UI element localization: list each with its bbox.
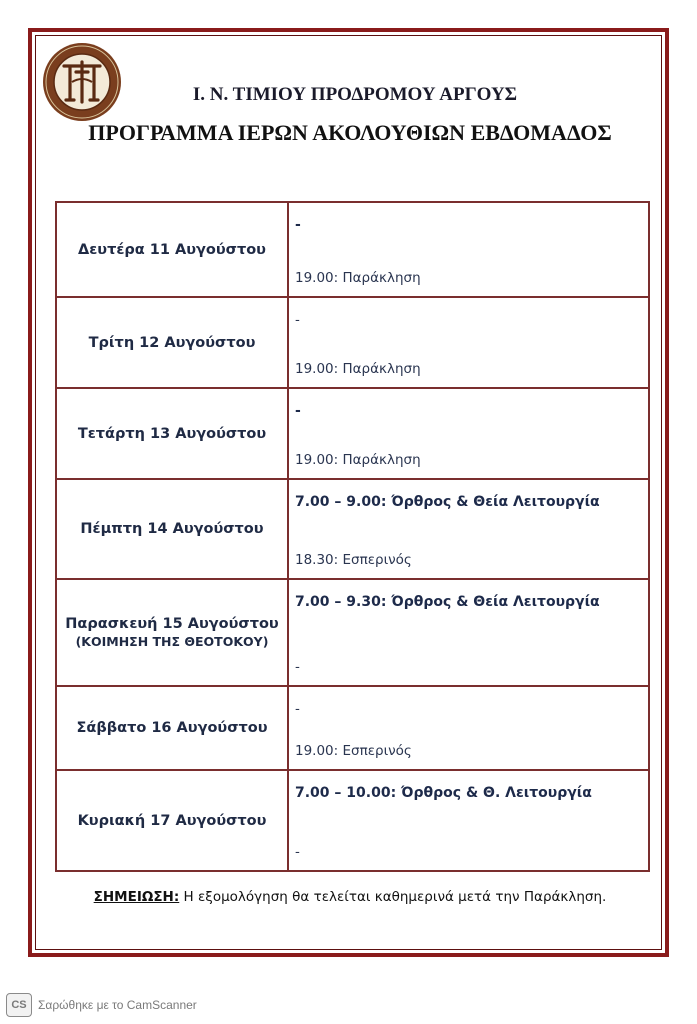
- schedule-title: ΠΡΟΓΡΑΜΜΑ ΙΕΡΩΝ ΑΚΟΛΟΥΘΙΩΝ ΕΒΔΟΜΑΔΟΣ: [88, 120, 612, 145]
- services-cell: [288, 297, 649, 388]
- evening-service: -: [295, 659, 300, 675]
- day-label: Πέμπτη 14 Αυγούστου: [80, 521, 264, 537]
- day-label: Τετάρτη 13 Αυγούστου: [77, 425, 267, 442]
- schedule-row: [56, 579, 649, 686]
- morning-service: -: [295, 312, 300, 328]
- camscanner-watermark: [6, 992, 197, 1018]
- day-cell: [56, 297, 288, 388]
- evening-service: 19.00: Παράκληση: [295, 361, 421, 377]
- evening-service: -: [295, 844, 300, 860]
- note-text: Η εξομολόγηση θα τελείται καθημερινά μετά την Παράκληση.: [179, 889, 607, 905]
- note-label: ΣΗΜΕΙΩΣΗ:: [93, 889, 180, 905]
- day-label: Παρασκευή 15 Αυγούστου: [65, 616, 279, 632]
- schedule-row: [56, 202, 649, 297]
- evening-service: 19.00: Παράκληση: [295, 452, 421, 468]
- evening-service: 18.30: Εσπερινός: [295, 552, 412, 568]
- day-cell: [56, 202, 288, 297]
- camscanner-logo-icon: CS: [6, 993, 32, 1017]
- morning-service: -: [295, 403, 301, 419]
- morning-service: 7.00 – 10.00: Όρθρος & Θ. Λειτουργία: [295, 785, 592, 801]
- services-cell: [288, 686, 649, 770]
- day-label: Κυριακή 17 Αυγούστου: [77, 812, 267, 829]
- day-cell: [56, 388, 288, 479]
- schedule-table: [55, 201, 650, 872]
- day-label: Σάββατο 16 Αυγούστου: [76, 720, 268, 736]
- day-label: Τρίτη 12 Αυγούστου: [88, 334, 256, 351]
- services-cell: [288, 479, 649, 579]
- schedule-row: [56, 479, 649, 579]
- morning-service: 7.00 – 9.30: Όρθρος & Θεία Λειτουργία: [295, 594, 600, 610]
- morning-service: -: [295, 217, 301, 233]
- day-cell: [56, 579, 288, 686]
- day-label: Δευτέρα 11 Αυγούστου: [78, 241, 266, 258]
- day-cell: [56, 479, 288, 579]
- day-cell: [56, 686, 288, 770]
- services-cell: [288, 202, 649, 297]
- morning-service: 7.00 – 9.00: Όρθρος & Θεία Λειτουργία: [295, 494, 600, 510]
- schedule-row: [56, 297, 649, 388]
- schedule-row: [56, 388, 649, 479]
- evening-service: 19.00: Εσπερινός: [295, 743, 412, 759]
- church-seal-icon: [42, 42, 122, 122]
- services-cell: [288, 579, 649, 686]
- day-sublabel: (ΚΟΙΜΗΣΗ ΤΗΣ ΘΕΟΤΟΚΟΥ): [75, 634, 269, 649]
- note-line: [40, 889, 660, 905]
- services-cell: [288, 388, 649, 479]
- services-cell: [288, 770, 649, 871]
- schedule-row: [56, 770, 649, 871]
- day-cell: [56, 770, 288, 871]
- church-name-heading: Ι. Ν. ΤΙΜΙΟΥ ΠΡΟΔΡΟΜΟΥ ΑΡΓΟΥΣ: [192, 84, 518, 105]
- watermark-text: Σαρώθηκε με το CamScanner: [38, 998, 197, 1012]
- schedule-row: [56, 686, 649, 770]
- morning-service: -: [295, 701, 300, 717]
- evening-service: 19.00: Παράκληση: [295, 270, 421, 286]
